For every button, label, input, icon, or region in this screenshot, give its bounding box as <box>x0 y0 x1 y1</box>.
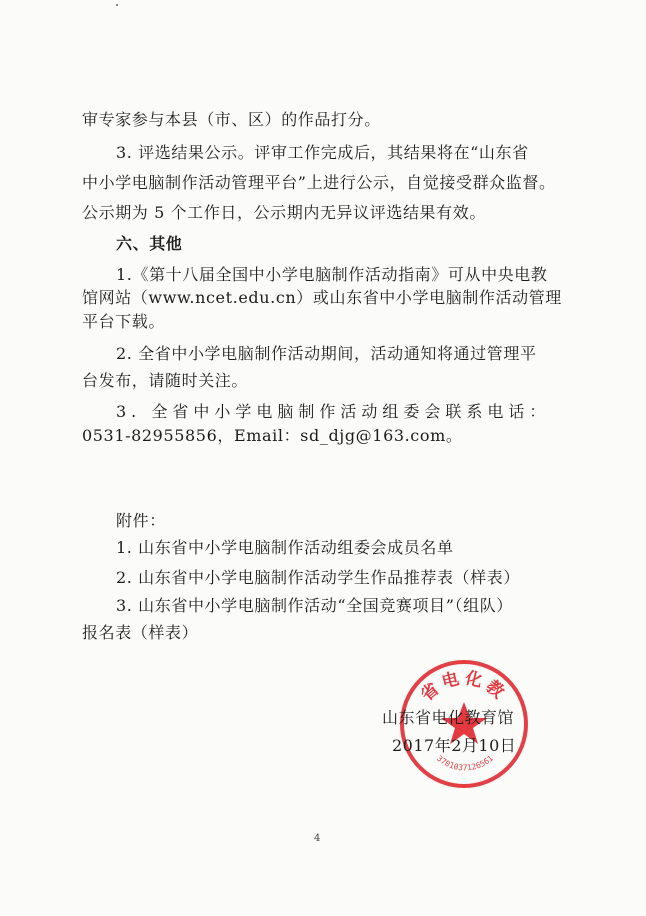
seal-top-text: 省电化教 <box>417 668 511 706</box>
body-line-12: 0531-82955856，Email：sd_djg@163.com。 <box>82 426 463 445</box>
attachments-heading: 附件： <box>116 511 166 530</box>
body-line-2: 3. 评选结果公示。评审工作完成后，其结果将在“山东省 <box>116 143 529 162</box>
attachment-item-3: 3. 山东省中小学电脑制作活动“全国竞赛项目”（组队） <box>116 596 513 615</box>
body-line-7: 馆网站（www.ncet.edu.cn）或山东省中小学电脑制作活动管理 <box>82 288 562 307</box>
body-line-11: 3. 全省中小学电脑制作活动组委会联系电话： <box>116 402 551 421</box>
attachment-item-3-continued: 报名表（样表） <box>82 623 199 642</box>
seal-bottom-text: 3701037126561 <box>435 753 495 773</box>
section-heading-other: 六、其他 <box>116 234 183 253</box>
body-line-1: 审专家参与本县（市、区）的作品打分。 <box>82 110 381 129</box>
body-line-3: 中小学电脑制作活动管理平台”上进行公示，自觉接受群众监督。 <box>82 173 556 192</box>
body-line-10: 台发布，请随时关注。 <box>82 371 249 390</box>
attachment-item-1: 1. 山东省中小学电脑制作活动组委会成员名单 <box>116 538 454 557</box>
issuing-organization: 山东省电化教育馆 <box>382 708 515 727</box>
issue-date: 2017年2月10日 <box>392 736 517 755</box>
svg-text:3701037126561 <box>435 754 495 773</box>
attachment-item-2: 2. 山东省中小学电脑制作活动学生作品推荐表（样表） <box>116 568 520 587</box>
body-line-4: 公示期为 5 个工作日，公示期内无异议评选结果有效。 <box>82 203 486 222</box>
body-line-8: 平台下载。 <box>82 312 166 331</box>
body-line-9: 2. 全省中小学电脑制作活动期间，活动通知将通过管理平 <box>116 344 537 363</box>
scan-speck <box>116 4 118 6</box>
body-line-6: 1.《第十八届全国中小学电脑制作活动指南》可从中央电教 <box>116 265 548 284</box>
page-number: 4 <box>314 833 321 844</box>
